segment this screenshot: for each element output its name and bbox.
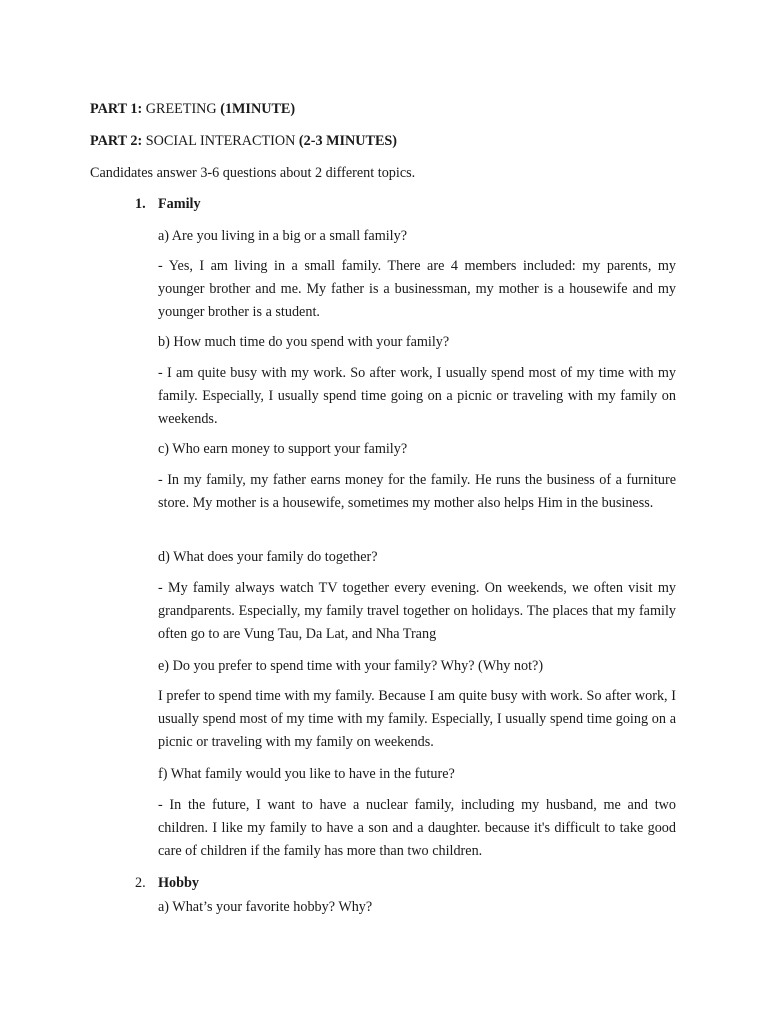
topic1-number: 1.: [135, 196, 146, 212]
topic2-title: Hobby: [158, 875, 200, 891]
topic1-question-b: b) How much time do you spend with your family?: [158, 334, 450, 350]
topic1-answer-b: - I am quite busy with my work. So after work, I usually spend most of my time with my family. Especially, I usually spend time going on a picnic or traveling with my family on weekends.: [158, 365, 676, 427]
topic1-question-f: f) What family would you like to have in the future?: [158, 766, 455, 782]
topic1-answer-f: - In the future, I want to have a nuclear family, including my husband, me and two children. I like my family to have a son and a daughter. because it's difficult to take good care of children if the family has more than two children.: [158, 797, 676, 859]
part2-label: PART 2:: [90, 133, 143, 149]
part2-duration: (2-3 MINUTES): [298, 133, 398, 149]
part1-heading: [90, 99, 295, 119]
topic1-answer-a: - Yes, I am living in a small family. There are 4 members included: my parents, my younger brother and me. My father is a businessman, my mother is a housewife and my younger brother is a student.: [158, 258, 676, 320]
part1-duration: (1MINUTE): [220, 101, 296, 117]
part1-title: GREETING: [145, 101, 217, 117]
part2-heading: [90, 131, 397, 151]
topic1-title: Family: [158, 196, 201, 212]
part2-title: SOCIAL INTERACTION: [145, 133, 296, 149]
topic1-question-a: a) Are you living in a big or a small family?: [158, 228, 408, 244]
topic1-answer-d: - My family always watch TV together every evening. On weekends, we often visit my grandparents. Especially, my family travel together on holidays. The places that my family often go to are Vung Tau, Da Lat, and Nha Trang: [158, 580, 676, 642]
part1-label: PART 1:: [90, 101, 143, 117]
topic1-question-c: c) Who earn money to support your family?: [158, 441, 408, 457]
topic1-answer-e: I prefer to spend time with my family. Because I am quite busy with work. So after work, I usually spend most of my time with my family. Especially, I usually spend time going on a picnic or traveling with my family on weekends.: [158, 688, 676, 750]
topic2-question-a: a) What’s your favorite hobby? Why?: [158, 899, 373, 915]
topic1-question-d: d) What does your family do together?: [158, 549, 378, 565]
topic2-number: 2.: [135, 875, 146, 891]
topic1-answer-c: - In my family, my father earns money for the family. He runs the business of a furniture store. My mother is a housewife, sometimes my mother also helps Him in the business.: [158, 472, 676, 511]
topic1-question-e: e) Do you prefer to spend time with your family? Why? (Why not?): [158, 658, 544, 674]
intro-text: Candidates answer 3-6 questions about 2 different topics.: [90, 165, 416, 181]
